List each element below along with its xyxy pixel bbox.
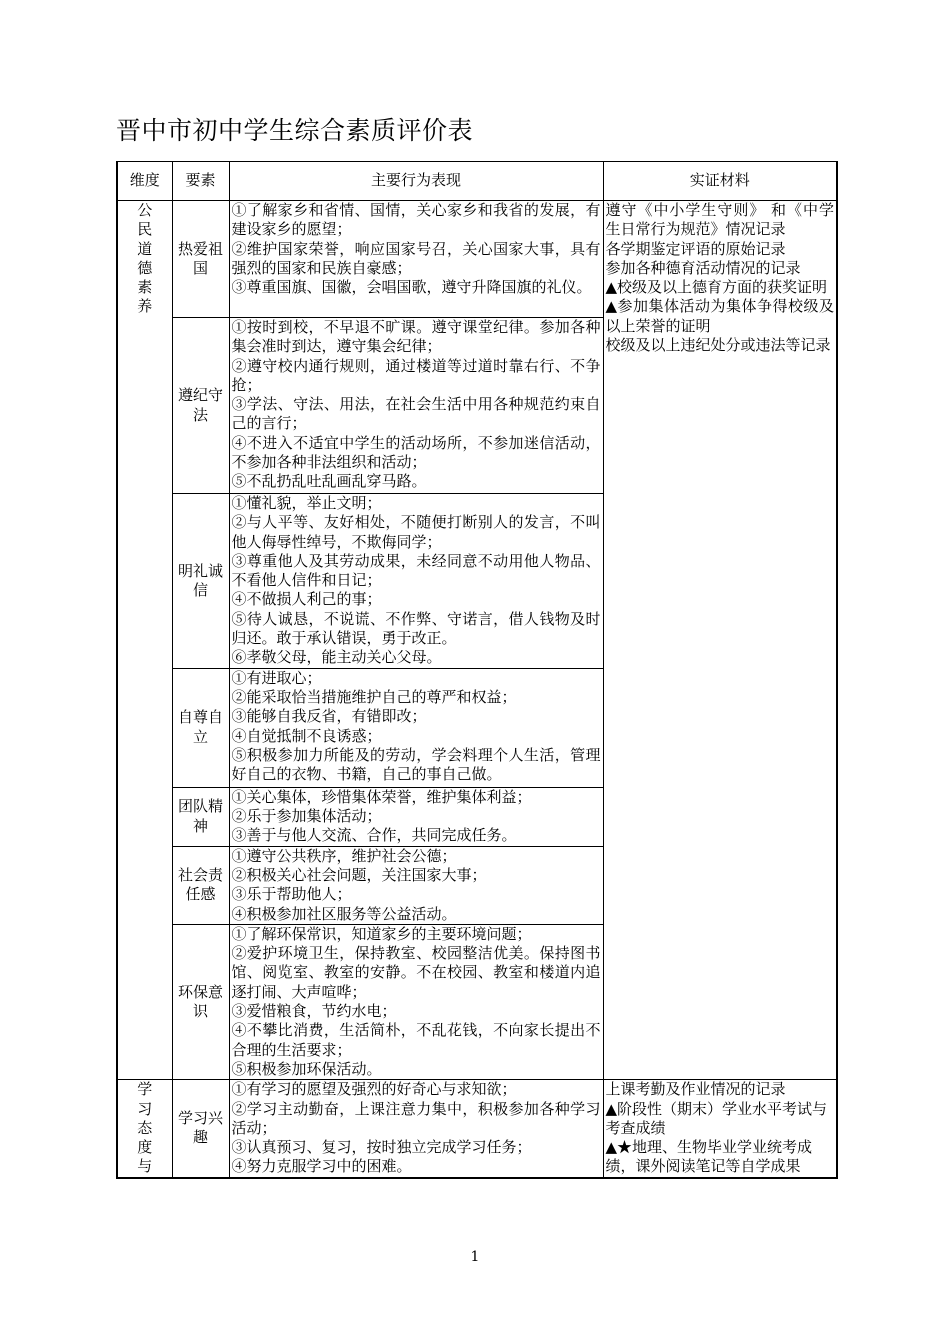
evidence-item: 各学期鉴定评语的原始记录	[605, 239, 786, 258]
behavior-item: ③认真预习、复习，按时独立完成学习任务；	[231, 1138, 532, 1157]
header-element: 要素	[172, 162, 229, 201]
behavior-cell	[229, 846, 603, 924]
behavior-cell	[229, 494, 603, 669]
evidence-item: ▲★地理、生物毕业学业统考成绩，课外阅读笔记等自学成果	[605, 1138, 813, 1176]
behavior-item: ①关心集体，珍惜集体荣誉，维护集体利益；	[231, 787, 532, 806]
evidence-item: 参加各种德育活动情况的记录	[605, 258, 801, 277]
element-cell: 自尊自立	[172, 668, 229, 787]
behavior-cell	[229, 318, 603, 494]
behavior-item: ②积极关心社会问题，关注国家大事；	[231, 865, 487, 884]
behavior-item: ③能够自我反省，有错即改；	[231, 707, 427, 726]
evidence-moral	[603, 201, 837, 1080]
element-cell: 团队精神	[172, 787, 229, 846]
behavior-item: ④积极参加社区服务等公益活动。	[231, 904, 457, 923]
behavior-item: ①遵守公共秩序，维护社会公德；	[231, 846, 457, 865]
evidence-item: ▲校级及以上德育方面的获奖证明	[605, 278, 828, 297]
element-cell: 热爱祖国	[172, 201, 229, 318]
evidence-item: 校级及以上违纪处分或违法等记录	[605, 336, 831, 355]
header-evidence: 实证材料	[603, 162, 837, 201]
behavior-item: ②维护国家荣誉，响应国家号召，关心国家大事，具有强烈的国家和民族自豪感；	[231, 239, 601, 277]
behavior-cell	[229, 924, 603, 1079]
behavior-item: ④自觉抵制不良诱惑；	[231, 726, 382, 745]
evidence-item: 上课考勤及作业情况的记录	[605, 1080, 786, 1099]
element-cell: 遵纪守法	[172, 318, 229, 494]
header-behaviors: 主要行为表现	[229, 162, 603, 201]
element-cell: 明礼诚信	[172, 494, 229, 669]
behavior-item: ②遵守校内通行规则，通过楼道等过道时靠右行、不争抢；	[231, 356, 601, 394]
behavior-item: ②学习主动勤奋，上课注意力集中，积极参加各种学习活动；	[231, 1099, 601, 1137]
header-row	[117, 162, 837, 201]
behavior-cell	[229, 668, 603, 787]
behavior-item: ③尊重国旗、国徽，会唱国歌，遵守升降国旗的礼仪。	[231, 278, 592, 297]
evidence-item: ▲阶段性（期末）学业水平考试与考查成绩	[605, 1099, 828, 1137]
behavior-item: ③学法、守法、用法，在社会生活中用各种规范约束自己的言行；	[231, 395, 601, 433]
behavior-item: ⑤不乱扔乱吐乱画乱穿马路。	[231, 472, 427, 491]
header-dimension: 维度	[117, 162, 172, 201]
table-row	[117, 201, 837, 318]
behavior-cell	[229, 787, 603, 846]
behavior-item: ①按时到校，不早退不旷课。遵守课堂纪律。参加各种集会准时到达，遵守集会纪律；	[231, 318, 601, 356]
element-cell: 社会责任感	[172, 846, 229, 924]
behavior-item: ②能采取恰当措施维护自己的尊严和权益；	[231, 687, 517, 706]
behavior-item: ③尊重他人及其劳动成果，未经同意不动用他人物品、不看他人信件和日记；	[231, 551, 601, 590]
element-cell: 学习兴趣	[172, 1080, 229, 1178]
behavior-item: ②与人平等、友好相处，不随便打断别人的发言，不叫他人侮辱性绰号，不欺侮同学；	[231, 513, 601, 551]
behavior-cell	[229, 201, 603, 318]
behavior-item: ③乐于帮助他人；	[231, 885, 352, 904]
behavior-item: ⑤待人诚恳，不说谎、不作弊、守诺言，借人钱物及时归还。敢于承认错误，勇于改正。	[231, 609, 601, 648]
behavior-item: ④努力克服学习中的困难。	[231, 1157, 412, 1176]
behavior-item: ①懂礼貌，举止文明；	[231, 494, 382, 512]
behavior-item: ③善于与他人交流、合作，共同完成任务。	[231, 826, 517, 845]
page-title: 晋中市初中学生综合素质评价表	[116, 116, 474, 145]
behavior-cell	[229, 1080, 603, 1178]
dimension-moral: 公民道德素养	[117, 201, 172, 1080]
behavior-item: ⑥孝敬父母，能主动关心父母。	[231, 648, 442, 667]
behavior-item: ①了解环保常识，知道家乡的主要环境问题；	[231, 924, 532, 943]
evidence-item: 遵守《中小学生守则》 和《中学生日常行为规范》情况记录	[605, 201, 834, 239]
behavior-item: ③爱惜粮食，节约水电；	[231, 1002, 397, 1021]
behavior-item: ①有进取心；	[231, 668, 322, 687]
evidence-study	[603, 1080, 837, 1178]
behavior-item: ④不做损人利己的事；	[231, 590, 382, 609]
behavior-item: ④不攀比消费，生活简朴，不乱花钱，不向家长提出不合理的生活要求；	[231, 1021, 601, 1059]
evidence-item: ▲参加集体活动为集体争得校级及以上荣誉的证明	[605, 297, 834, 335]
table-row	[117, 1080, 837, 1178]
behavior-item: ②乐于参加集体活动；	[231, 806, 382, 825]
behavior-item: ⑤积极参加力所能及的劳动，学会料理个人生活，管理好自己的衣物、书籍，自己的事自己做。	[231, 745, 601, 784]
dimension-study: 学习态度与	[117, 1080, 172, 1178]
behavior-item: ①有学习的愿望及强烈的好奇心与求知欲；	[231, 1080, 517, 1099]
behavior-item: ④不进入不适宜中学生的活动场所，不参加迷信活动，不参加各种非法组织和活动；	[231, 433, 601, 472]
page-number: 1	[470, 1249, 480, 1265]
behavior-item: ⑤积极参加环保活动。	[231, 1059, 382, 1078]
behavior-item: ②爱护环境卫生，保持教室、校园整洁优美。保持图书馆、阅览室、教室的安静。不在校园、教室和楼道内追逐打闹、大声喧哗；	[231, 944, 601, 1001]
behavior-item: ①了解家乡和省情、国情，关心家乡和我省的发展，有建设家乡的愿望；	[231, 201, 601, 239]
element-cell: 环保意识	[172, 924, 229, 1079]
evaluation-table	[116, 161, 838, 1179]
